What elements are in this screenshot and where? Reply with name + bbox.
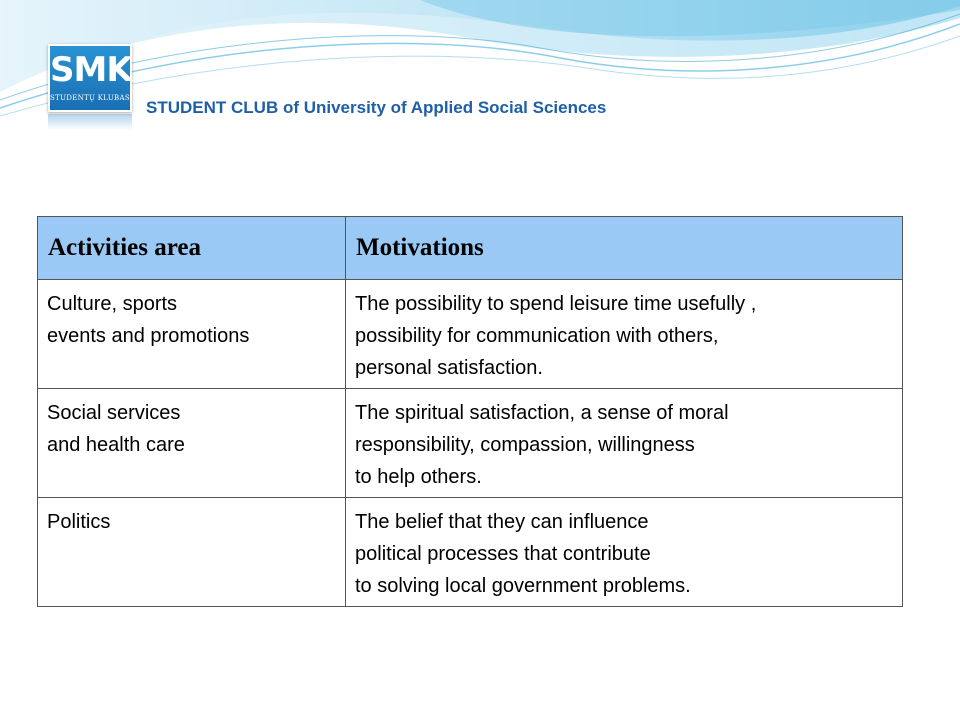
- motivation-cell: The belief that they can influence political processes that contribute to solving local government problems.: [346, 498, 903, 607]
- activity-area-cell: Politics: [38, 498, 346, 607]
- activity-area-cell: Culture, sports events and promotions: [38, 280, 346, 389]
- table-row: [38, 498, 903, 607]
- motivation-cell: The spiritual satisfaction, a sense of moral responsibility, compassion, willingness to help others.: [346, 389, 903, 498]
- smk-logo: [48, 44, 132, 128]
- logo-reflection: [48, 114, 132, 130]
- logo-subtitle: STUDENTŲ KLUBAS: [50, 94, 130, 102]
- decorative-waves: [0, 0, 960, 140]
- logo-letters: SMK: [50, 50, 132, 90]
- motivation-cell: The possibility to spend leisure time usefully , possibility for communication with others, personal satisfaction.: [346, 280, 903, 389]
- activity-area-cell: Social services and health care: [38, 389, 346, 498]
- table-row: [38, 389, 903, 498]
- table-header-row: [38, 217, 903, 280]
- logo-badge: [48, 44, 132, 112]
- table-row: [38, 280, 903, 389]
- club-title: STUDENT CLUB of University of Applied Social Sciences: [146, 98, 607, 117]
- header-activities-area: Activities area: [38, 217, 346, 280]
- activities-table: [37, 216, 903, 607]
- header-motivations: Motivations: [346, 217, 903, 280]
